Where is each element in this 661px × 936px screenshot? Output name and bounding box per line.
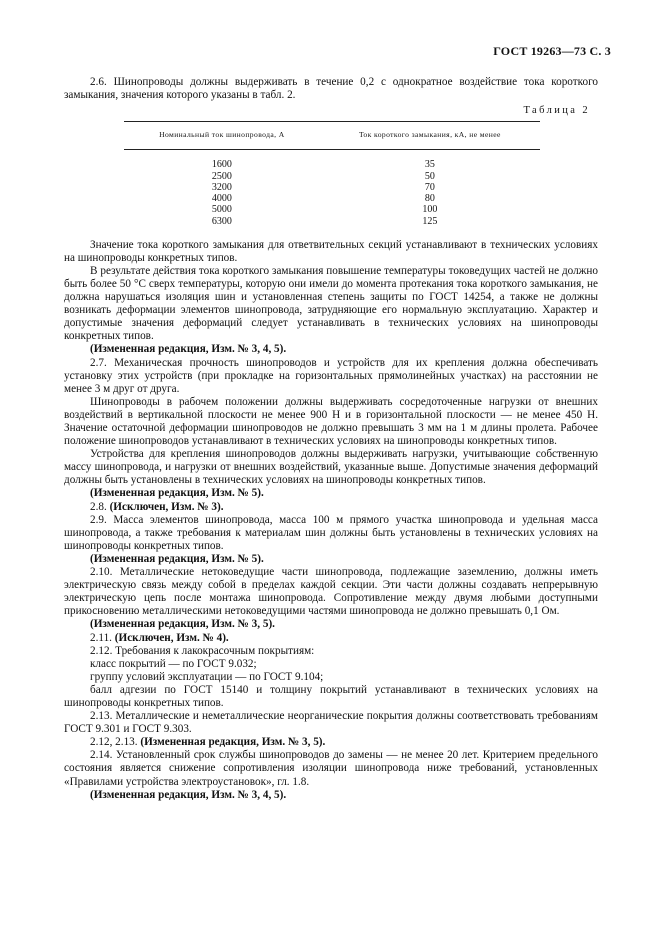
- table-row: [124, 182, 540, 193]
- paragraph-2-14: 2.14. Установленный срок службы шинопроводов до замены — не менее 20 лет. Критерием предельного состояния является снижение сопротивления изоляции шинопровода ниже требований, установленных «Правилами устройства электроустановок», гл. 1.8.: [64, 749, 598, 788]
- short-circuit-table: [124, 121, 540, 228]
- column-header-short-circuit-current: Ток короткого замыкания, кА, не менее: [320, 122, 540, 150]
- revision-note: (Измененная редакция, Изм. № 3, 5).: [90, 618, 275, 631]
- paragraph-2-12: 2.12. Требования к лакокрасочным покрытиям:: [90, 644, 315, 657]
- paragraph-2-12-2-13-revision: [64, 736, 598, 749]
- paragraph-adhesion: балл адгезии по ГОСТ 15140 и толщину покрытий устанавливают в технических условиях на шинопроводы конкретных типов.: [64, 683, 598, 709]
- paragraph-temperature-rise: В результате действия тока короткого замыкания повышение температуры токоведущих частей не должно быть более 50 °С сверх температуры, которую они имели до момента протекания тока короткого замыкания, не должна нарушаться изоляция шин и установленная степень защиты по ГОСТ 14254, а также не должны возникать деформации элементов шинопровода, затрудняющие его нормальную эксплуатацию. Характер и допустимые значения деформаций следует устанавливать в технических условиях на шинопроводы конкретных типов.: [64, 264, 598, 343]
- column-header-nominal-current: Номинальный ток шинопровода, А: [124, 122, 320, 150]
- cell-nominal-current: 1600: [211, 159, 232, 171]
- paragraph-2-10: 2.10. Металлические нетоковедущие части шинопровода, подлежащие заземлению, должны иметь электрическую связь между собой в пределах каждой секции. Эти части должны создавать непрерывную электрическую цепь после монтажа шинопровода. Сопротивление между двумя любыми доступными прикосновению металлическими нетоковедущими частями шинопровода не должно превышать 0,1 Ом.: [64, 566, 598, 618]
- cell-short-circuit-current: 50: [424, 170, 435, 182]
- paragraph-2-9: 2.9. Масса элементов шинопровода, масса 100 м прямого участка шинопровода и удельная масса шинопровода, а также требования к материалам шин должны быть установлены в технических условиях на шинопроводы конкретных типов.: [64, 513, 598, 552]
- revision-note: (Измененная редакция, Изм. № 5).: [90, 487, 264, 500]
- revision-note: (Измененная редакция, Изм. № 3, 4, 5).: [90, 788, 287, 801]
- cell-short-circuit-current: 100: [422, 204, 438, 216]
- paragraph-operating-conditions: группу условий эксплуатации — по ГОСТ 9.104;: [90, 670, 324, 683]
- paragraph-2-7: 2.7. Механическая прочность шинопроводов и устройств для их крепления должна обеспечивать установку этих устройств (при прокладке на горизонтальных прямолинейных участках) на расстоянии не менее 3 м друг от друга.: [64, 356, 598, 395]
- cell-nominal-current: 4000: [211, 193, 232, 205]
- revision-note: (Измененная редакция, Изм. № 5).: [90, 552, 264, 565]
- paragraph-2-13: 2.13. Металлические и неметаллические неорганические покрытия должны соответствовать требованиям ГОСТ 9.301 и ГОСТ 9.303.: [64, 710, 598, 736]
- cell-short-circuit-current: 125: [422, 215, 438, 227]
- paragraph-branch-sections: Значение тока короткого замыкания для ответвительных секций устанавливают в технических условиях на шинопроводы конкретных типов.: [64, 238, 598, 264]
- paragraph-fastening-devices: Устройства для крепления шинопроводов должны выдерживать нагрузки, учитывающие собственную массу шинопровода, и нагрузки от внешних воздействий, указанные выше. Допустимые значения деформаций должны быть установлены в технических условиях на шинопроводы конкретных типов.: [64, 448, 598, 487]
- cell-short-circuit-current: 80: [424, 193, 435, 205]
- revision-note: (Измененная редакция, Изм. № 3, 4, 5).: [90, 343, 287, 356]
- cell-nominal-current: 5000: [211, 204, 232, 216]
- paragraph-working-position: Шинопроводы в рабочем положении должны выдерживать сосредоточенные нагрузки от внешних воздействий в вертикальной плоскости не менее 900 Н и в горизонтальной плоскости — не менее 450 Н. Значение остаточной деформации шинопроводов не должно превышать 3 мм на 1 м длины пролета. Рабочее положение шинопроводов устанавливают в технических условиях на шинопроводы конкретных типов.: [64, 395, 598, 448]
- cell-short-circuit-current: 70: [424, 181, 435, 193]
- cell-short-circuit-current: 35: [424, 159, 435, 171]
- table-row: [124, 204, 540, 215]
- cell-nominal-current: 3200: [211, 181, 232, 193]
- paragraph-2-8: [64, 501, 598, 514]
- clause-status: (Измененная редакция, Изм. № 3, 5).: [140, 736, 326, 749]
- table-row: [124, 216, 540, 229]
- clause-number: 2.8.: [90, 500, 110, 513]
- table-header-row: [124, 122, 540, 150]
- clause-number: 2.11.: [90, 631, 115, 644]
- document-body: [64, 76, 598, 802]
- table-row: [124, 171, 540, 182]
- cell-nominal-current: 6300: [211, 215, 232, 227]
- paragraph-coating-class: класс покрытий — по ГОСТ 9.032;: [90, 657, 257, 670]
- clause-number: 2.12, 2.13.: [90, 736, 141, 749]
- table-row: [124, 193, 540, 204]
- paragraph-2-11: [64, 632, 598, 645]
- cell-nominal-current: 2500: [211, 170, 232, 182]
- table-row: [124, 150, 540, 171]
- page-header: ГОСТ 19263—73 С. 3: [493, 44, 611, 58]
- table-label: Таблица 2: [523, 105, 590, 117]
- clause-status: (Исключен, Изм. № 3).: [109, 500, 224, 513]
- paragraph-2-6: 2.6. Шинопроводы должны выдерживать в течение 0,2 с однократное воздействие тока короткого замыкания, значения которого указаны в табл. 2.: [64, 76, 598, 102]
- clause-status: (Исключен, Изм. № 4).: [114, 631, 229, 644]
